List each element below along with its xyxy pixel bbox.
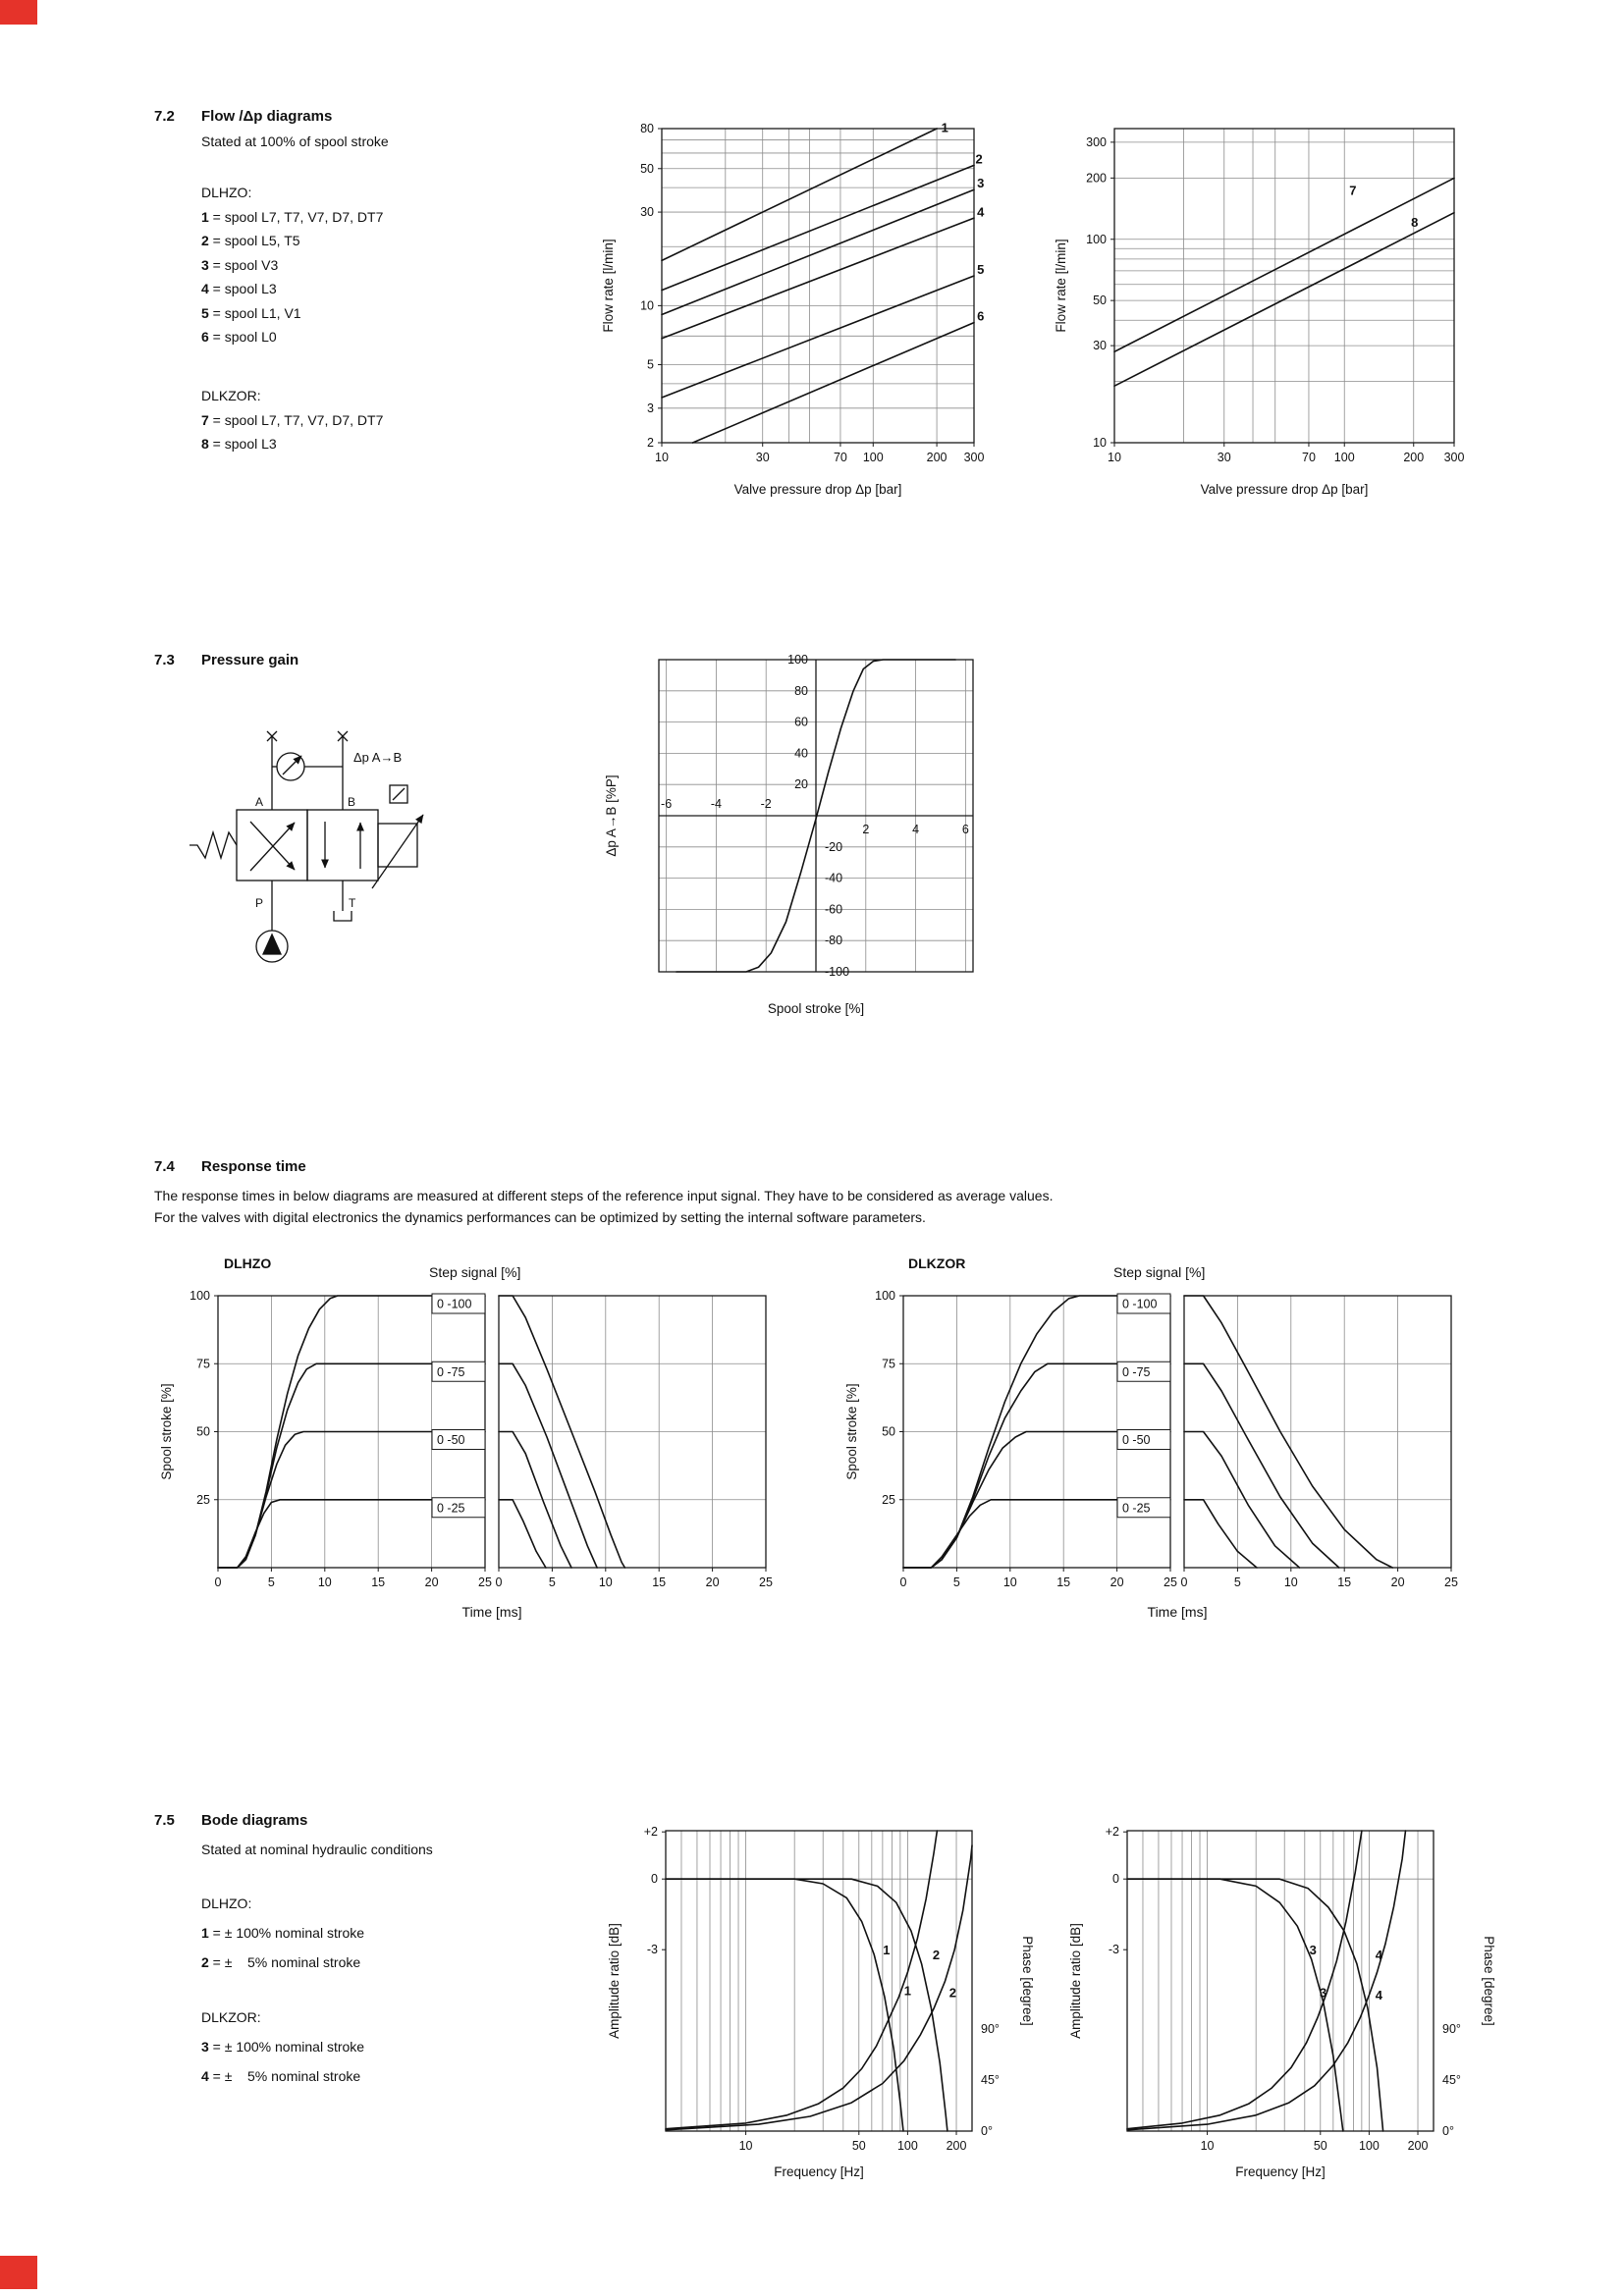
section-title: Flow /Δp diagrams xyxy=(201,108,333,125)
time-axis-label: Time [ms] xyxy=(461,1604,522,1620)
svg-text:1: 1 xyxy=(883,1943,891,1957)
svg-text:0: 0 xyxy=(1180,1575,1188,1589)
legend-item: 5 = spool L1, V1 xyxy=(201,304,301,321)
svg-text:2: 2 xyxy=(647,436,654,450)
svg-text:20: 20 xyxy=(424,1575,439,1589)
svg-text:7: 7 xyxy=(1349,183,1357,198)
solenoid-icon xyxy=(378,824,417,867)
svg-text:4: 4 xyxy=(912,823,920,836)
svg-text:2: 2 xyxy=(932,1947,941,1962)
svg-text:1: 1 xyxy=(941,120,948,135)
svg-text:0 -75: 0 -75 xyxy=(1122,1364,1151,1379)
dlhzo-rise-chart xyxy=(159,1289,492,1589)
svg-text:50: 50 xyxy=(882,1424,895,1439)
svg-text:+2: +2 xyxy=(643,1825,658,1840)
legend-item: 2 = ± 5% nominal stroke xyxy=(201,1954,361,1970)
svg-text:5: 5 xyxy=(267,1575,275,1589)
svg-text:50: 50 xyxy=(1093,294,1107,308)
pressure-gain-chart xyxy=(604,653,973,1016)
svg-text:Frequency [Hz]: Frequency [Hz] xyxy=(774,2164,864,2179)
gauge-needle xyxy=(283,756,301,774)
section-title: Bode diagrams xyxy=(201,1812,308,1829)
section-title: Pressure gain xyxy=(201,652,299,668)
svg-text:0°: 0° xyxy=(981,2124,993,2138)
svg-text:20: 20 xyxy=(1390,1575,1405,1589)
section-7-3-heading xyxy=(154,652,298,668)
svg-text:100: 100 xyxy=(1333,451,1355,464)
svg-text:200: 200 xyxy=(926,451,947,464)
flow-dlkzor-chart xyxy=(1054,129,1464,497)
port-label-p: P xyxy=(255,896,264,910)
svg-text:40: 40 xyxy=(794,746,808,761)
dlhzo-panel-title: DLHZO xyxy=(224,1255,272,1271)
svg-text:0 -25: 0 -25 xyxy=(437,1501,465,1516)
svg-text:200: 200 xyxy=(1403,451,1425,464)
dlkzor-label: DLKZOR: xyxy=(201,388,261,403)
legend-item: 3 = spool V3 xyxy=(201,256,279,273)
svg-text:4: 4 xyxy=(1375,1988,1383,2003)
svg-text:0: 0 xyxy=(651,1872,658,1887)
svg-text:6: 6 xyxy=(961,823,969,836)
svg-text:30: 30 xyxy=(1093,339,1107,353)
svg-text:20: 20 xyxy=(705,1575,720,1589)
svg-text:Valve pressure drop Δp [bar]: Valve pressure drop Δp [bar] xyxy=(1200,482,1369,497)
dlkzor-panel-title: DLKZOR xyxy=(908,1255,966,1271)
svg-text:Valve pressure drop Δp [bar]: Valve pressure drop Δp [bar] xyxy=(733,482,902,497)
step-signal-label: Step signal [%] xyxy=(1113,1264,1206,1280)
svg-text:0: 0 xyxy=(1112,1872,1119,1887)
spring-icon xyxy=(189,832,237,858)
svg-text:2: 2 xyxy=(862,823,870,836)
svg-text:Δp A→B [%P]: Δp A→B [%P] xyxy=(604,774,619,857)
svg-text:70: 70 xyxy=(833,451,847,464)
svg-text:25: 25 xyxy=(882,1492,895,1507)
svg-text:0 -25: 0 -25 xyxy=(1122,1501,1151,1516)
svg-text:300: 300 xyxy=(1086,134,1107,149)
dlhzo-spool-legend xyxy=(201,181,383,349)
svg-text:3: 3 xyxy=(647,400,654,415)
svg-text:0 -50: 0 -50 xyxy=(437,1433,465,1447)
svg-text:Flow rate [l/min]: Flow rate [l/min] xyxy=(601,239,616,333)
svg-text:-40: -40 xyxy=(825,871,843,885)
svg-text:Amplitude ratio [dB]: Amplitude ratio [dB] xyxy=(607,1923,622,2039)
dlkzor-label: DLKZOR: xyxy=(201,2009,261,2025)
svg-text:6: 6 xyxy=(977,308,985,324)
svg-text:0: 0 xyxy=(214,1575,222,1589)
svg-text:5: 5 xyxy=(647,357,654,372)
dlkzor-rise-chart xyxy=(844,1289,1177,1589)
section-number: 7.4 xyxy=(154,1158,175,1175)
svg-text:Amplitude ratio [dB]: Amplitude ratio [dB] xyxy=(1068,1923,1083,2039)
svg-text:4: 4 xyxy=(977,204,985,220)
svg-text:30: 30 xyxy=(640,205,654,220)
legend-item: 4 = ± 5% nominal stroke xyxy=(201,2068,361,2084)
section-title: Response time xyxy=(201,1158,306,1175)
svg-text:15: 15 xyxy=(371,1575,386,1589)
section-number: 7.3 xyxy=(154,652,175,668)
legend-item: 6 = spool L0 xyxy=(201,329,277,345)
section-number: 7.2 xyxy=(154,108,175,125)
svg-text:90°: 90° xyxy=(1442,2022,1461,2037)
svg-text:25: 25 xyxy=(1444,1575,1458,1589)
port-label-b: B xyxy=(348,795,356,809)
svg-text:-60: -60 xyxy=(825,902,843,917)
tank-icon xyxy=(334,911,352,921)
svg-text:15: 15 xyxy=(652,1575,667,1589)
svg-text:Spool stroke [%]: Spool stroke [%] xyxy=(767,1001,865,1016)
svg-text:30: 30 xyxy=(755,451,770,464)
svg-text:15: 15 xyxy=(1337,1575,1352,1589)
svg-text:3: 3 xyxy=(977,176,985,191)
svg-text:50: 50 xyxy=(196,1424,210,1439)
svg-text:25: 25 xyxy=(1164,1575,1177,1589)
port-label-t: T xyxy=(349,896,356,910)
valve-envelope-right xyxy=(307,810,378,881)
bode-dlkzor-legend xyxy=(201,2002,364,2091)
svg-text:8: 8 xyxy=(1411,215,1419,231)
bode-dlhzo-legend xyxy=(201,1889,364,1977)
svg-text:10: 10 xyxy=(640,298,654,313)
svg-text:45°: 45° xyxy=(1442,2073,1461,2088)
svg-text:0°: 0° xyxy=(1442,2124,1454,2138)
legend-item: 1 = ± 100% nominal stroke xyxy=(201,1925,365,1941)
legend-item: 1 = spool L7, T7, V7, D7, DT7 xyxy=(201,208,384,225)
svg-text:80: 80 xyxy=(640,122,654,135)
section-7-2-heading xyxy=(154,108,332,125)
svg-text:0 -50: 0 -50 xyxy=(1122,1433,1151,1447)
svg-text:10: 10 xyxy=(1093,436,1107,450)
svg-text:10: 10 xyxy=(317,1575,332,1589)
svg-text:50: 50 xyxy=(851,2139,866,2153)
svg-text:100: 100 xyxy=(1358,2139,1380,2153)
svg-text:200: 200 xyxy=(1086,171,1107,186)
legend-item: 2 = spool L5, T5 xyxy=(201,233,300,248)
svg-text:20: 20 xyxy=(1110,1575,1124,1589)
dlhzo-label: DLHZO: xyxy=(201,1896,252,1911)
legend-item: 8 = spool L3 xyxy=(201,436,277,452)
port-label-a: A xyxy=(255,795,264,809)
svg-text:25: 25 xyxy=(196,1492,210,1507)
svg-text:10: 10 xyxy=(1002,1575,1017,1589)
dlhzo-label: DLHZO: xyxy=(201,185,252,200)
response-paragraph-line-1: The response times in below diagrams are measured at different steps of the reference input signal. They have to be considered as average values. xyxy=(154,1188,1054,1203)
svg-text:-6: -6 xyxy=(661,797,673,811)
svg-text:300: 300 xyxy=(1443,451,1465,464)
svg-text:100: 100 xyxy=(862,451,884,464)
svg-text:10: 10 xyxy=(598,1575,613,1589)
svg-text:90°: 90° xyxy=(981,2022,1000,2037)
svg-text:Flow rate [l/min]: Flow rate [l/min] xyxy=(1054,239,1068,333)
bode-dlkzor-chart xyxy=(1068,0,1496,2179)
dlkzor-fall-chart xyxy=(1181,1296,1458,1589)
dlkzor-spool-legend xyxy=(201,384,383,456)
svg-text:Spool stroke [%]: Spool stroke [%] xyxy=(159,1383,174,1480)
svg-text:0: 0 xyxy=(899,1575,907,1589)
svg-text:50: 50 xyxy=(1313,2139,1327,2153)
svg-text:0 -75: 0 -75 xyxy=(437,1364,465,1379)
hydraulic-schematic xyxy=(157,707,579,991)
svg-text:Phase [degree]: Phase [degree] xyxy=(1482,1936,1496,2026)
section-number: 7.5 xyxy=(154,1812,175,1829)
section-7-5-heading xyxy=(154,1812,307,1829)
svg-text:0: 0 xyxy=(495,1575,503,1589)
svg-text:1: 1 xyxy=(903,1983,912,1999)
svg-text:+2: +2 xyxy=(1105,1825,1119,1840)
svg-text:-100: -100 xyxy=(825,965,850,979)
svg-text:300: 300 xyxy=(963,451,985,464)
step-signal-label: Step signal [%] xyxy=(429,1264,521,1280)
svg-text:25: 25 xyxy=(759,1575,773,1589)
svg-text:25: 25 xyxy=(478,1575,492,1589)
svg-text:60: 60 xyxy=(794,715,808,729)
svg-text:100: 100 xyxy=(896,2139,918,2153)
svg-text:5: 5 xyxy=(977,262,985,278)
legend-item: 4 = spool L3 xyxy=(201,281,277,296)
svg-text:100: 100 xyxy=(787,653,808,667)
dlhzo-fall-chart xyxy=(496,1296,773,1589)
svg-text:-2: -2 xyxy=(760,797,772,811)
svg-text:45°: 45° xyxy=(981,2073,1000,2088)
svg-text:-80: -80 xyxy=(825,934,843,948)
svg-text:Phase [degree]: Phase [degree] xyxy=(1020,1936,1035,2026)
svg-text:3: 3 xyxy=(1319,1985,1327,2001)
svg-text:4: 4 xyxy=(1375,1947,1383,1962)
bode-subtitle: Stated at nominal hydraulic conditions xyxy=(201,1842,433,1857)
svg-text:Spool stroke [%]: Spool stroke [%] xyxy=(844,1383,859,1480)
svg-text:10: 10 xyxy=(1108,451,1121,464)
svg-text:30: 30 xyxy=(1217,451,1231,464)
time-axis-label: Time [ms] xyxy=(1147,1604,1208,1620)
svg-text:-20: -20 xyxy=(825,839,843,854)
svg-text:10: 10 xyxy=(1200,2139,1215,2153)
flow-subtitle: Stated at 100% of spool stroke xyxy=(201,133,389,149)
svg-text:-3: -3 xyxy=(1108,1943,1119,1957)
svg-text:75: 75 xyxy=(196,1357,210,1371)
legend-item: 7 = spool L7, T7, V7, D7, DT7 xyxy=(201,411,384,428)
svg-text:50: 50 xyxy=(640,161,654,176)
svg-text:Frequency [Hz]: Frequency [Hz] xyxy=(1235,2164,1326,2179)
svg-text:80: 80 xyxy=(794,683,808,698)
section-7-4-heading xyxy=(154,1158,306,1175)
svg-text:0 -100: 0 -100 xyxy=(1122,1297,1158,1311)
svg-text:100: 100 xyxy=(1086,232,1107,246)
svg-text:5: 5 xyxy=(548,1575,556,1589)
svg-text:-3: -3 xyxy=(646,1943,658,1957)
svg-text:70: 70 xyxy=(1302,451,1316,464)
svg-text:5: 5 xyxy=(952,1575,960,1589)
svg-text:20: 20 xyxy=(794,777,808,792)
svg-text:10: 10 xyxy=(655,451,669,464)
legend-item: 3 = ± 100% nominal stroke xyxy=(201,2039,365,2055)
svg-text:200: 200 xyxy=(1407,2139,1429,2153)
proportional-arrow xyxy=(372,815,423,888)
svg-text:5: 5 xyxy=(1233,1575,1241,1589)
svg-text:15: 15 xyxy=(1056,1575,1071,1589)
svg-text:10: 10 xyxy=(1283,1575,1298,1589)
svg-text:100: 100 xyxy=(189,1289,210,1303)
gauge-label: Δp A→B xyxy=(353,750,403,765)
svg-text:10: 10 xyxy=(738,2139,753,2153)
svg-text:0 -100: 0 -100 xyxy=(437,1297,472,1311)
svg-text:2: 2 xyxy=(975,151,983,167)
svg-text:-4: -4 xyxy=(710,797,722,811)
svg-text:200: 200 xyxy=(946,2139,967,2153)
flow-dlhzo-chart xyxy=(601,120,985,497)
svg-text:3: 3 xyxy=(1309,1943,1317,1957)
svg-text:100: 100 xyxy=(875,1289,895,1303)
svg-text:75: 75 xyxy=(882,1357,895,1371)
svg-text:2: 2 xyxy=(948,1985,956,2001)
bode-dlhzo-chart xyxy=(607,0,1035,2179)
response-paragraph-line-2: For the valves with digital electronics the dynamics performances can be optimized by setting the internal software parameters. xyxy=(154,1209,926,1225)
